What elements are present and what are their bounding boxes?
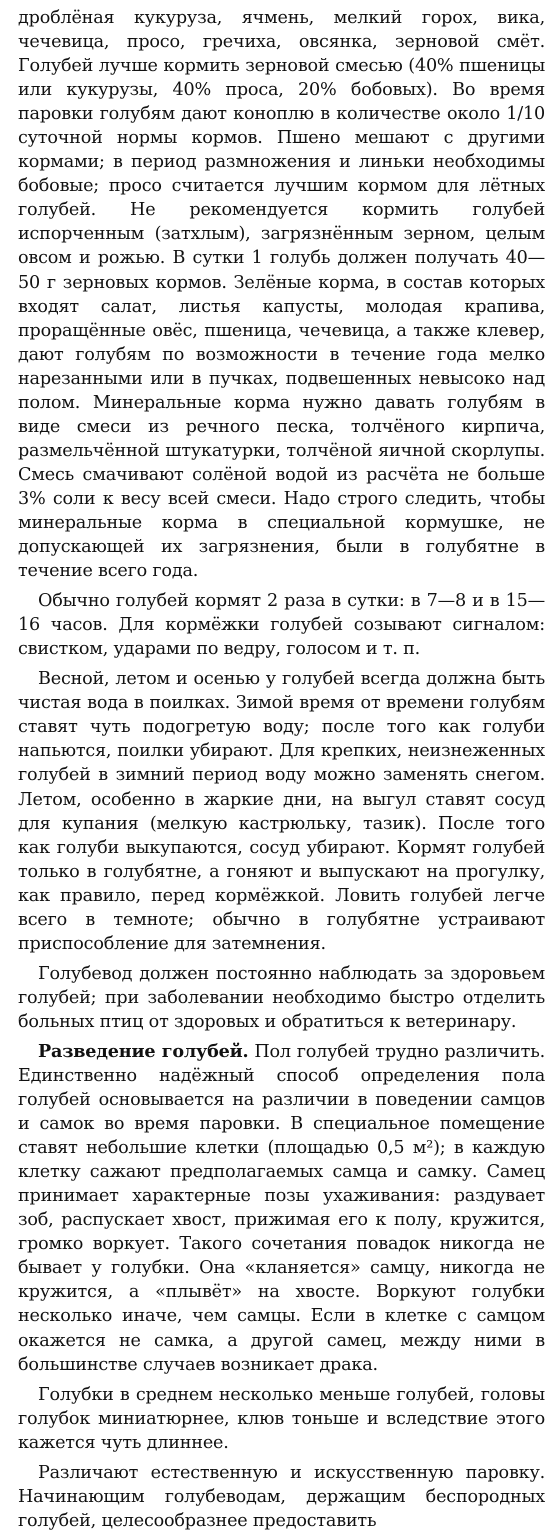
paragraph-breeding <box>18 1040 545 1377</box>
paragraph-text: дроблёная кукуруза, ячмень, мелкий горох, вика, чечевица, просо, гречиха, овсянка, зерновой смёт. Голубей лучше кормить зерновой смесью (40% пшеницы или кукурузы, 40% проса, 20% бобовых). Во время паровки голубям дают коноплю в количестве около 1/10 суточной нормы кормов. Пшено мешают с другими кормами; в период размножения и линьки необходимы бобовые; просо считается лучшим кормом для лётных голубей. Не рекомендуется кормить голубей испорченным (затхлым), загрязнённым зерном, целым овсом и рожью. В сутки 1 голубь должен получать 40—50 г зерновых кормов. Зелёные корма, в состав которых входят салат, листья капусты, молодая крапива, проращённые овёс, пшеница, чечевица, а также клевер, дают голубям по возможности в течение года мелко нарезанными или в пучках, подвешенных невысоко над полом. Минеральные корма нужно давать голубям в виде смеси из речного песка, толчёного кирпича, размельчённой штукатурки, толчёной яичной скорлупы. Смесь смачивают солёной водой из расчёта не больше 3% соли к весу всей смеси. Надо строго следить, чтобы минеральные корма в специальной кормушке, не допускающей их загрязнения, были в голубятне в течение всего года. <box>18 8 545 582</box>
paragraph-pairing <box>18 1461 545 1533</box>
paragraph-text: Голубевод должен постоянно наблюдать за здоровьем голубей; при заболевании необходимо быстро отделить больных птиц от здоровых и обратиться к ветеринару. <box>18 963 545 1032</box>
document-page <box>18 6 545 1539</box>
paragraph-text: Обычно голубей кормят 2 раза в сутки: в 7—8 и в 15—16 часов. Для кормёжки голубей созывают сигналом: свистком, ударами по ведру, голосом и т. п. <box>18 591 545 660</box>
paragraph-text: Голубки в среднем несколько меньше голубей, головы голубок миниатюрнее, клюв тоньше и вследствие этого кажется чуть длиннее. <box>18 1384 545 1453</box>
paragraph-feeding-schedule <box>18 589 545 661</box>
paragraph-health <box>18 962 545 1034</box>
section-heading: Разведение голубей. <box>38 1040 249 1062</box>
paragraph-text: Весной, летом и осенью у голубей всегда должна быть чистая вода в поилках. Зимой время от времени голубям ставят чуть подогретую воду; после того как голуби напьются, поилки убирают. Для крепких, неизнеженных голубей в зимний период воду можно заменять снегом. Летом, особенно в жаркие дни, на выгул ставят сосуд для купания (мелкую кастрюльку, тазик). После того как голуби выкупаются, сосуд убирают. Кормят голубей только в голубятне, а гоняют и выпускают на прогулку, как правило, перед кормёжкой. Ловить голубей легче всего в темноте; обычно в голубятне устраивают приспособление для затемнения. <box>18 669 545 954</box>
paragraph-water <box>18 667 545 956</box>
paragraph-female-traits <box>18 1383 545 1455</box>
paragraph-text: Различают естественную и искусственную паровку. Начинающим голубеводам, держащим беспородных голубей, целесообразнее предоставить <box>18 1462 545 1531</box>
paragraph-text: Пол голубей трудно различить. Единственно надёжный способ определения пола голубей основывается на различии в поведении самцов и самок во время паровки. В специальное помещение ставят небольшие клетки (площадью 0,5 м²); в каждую клетку сажают предполагаемых самца и самку. Самец принимает характерные позы ухаживания: раздувает зоб, распускает хвост, прижимая его к полу, кружится, громко воркует. Такого сочетания повадок никогда не бывает у голубки. Она «кланяется» самцу, никогда не кружится, а «плывёт» на хвосте. Воркуют голубки несколько иначе, чем самцы. Если в клетке с самцом окажется не самка, а другой самец, между ними в большинстве случаев возникает драка. <box>18 1041 545 1375</box>
paragraph-feeding-grains <box>18 6 545 583</box>
